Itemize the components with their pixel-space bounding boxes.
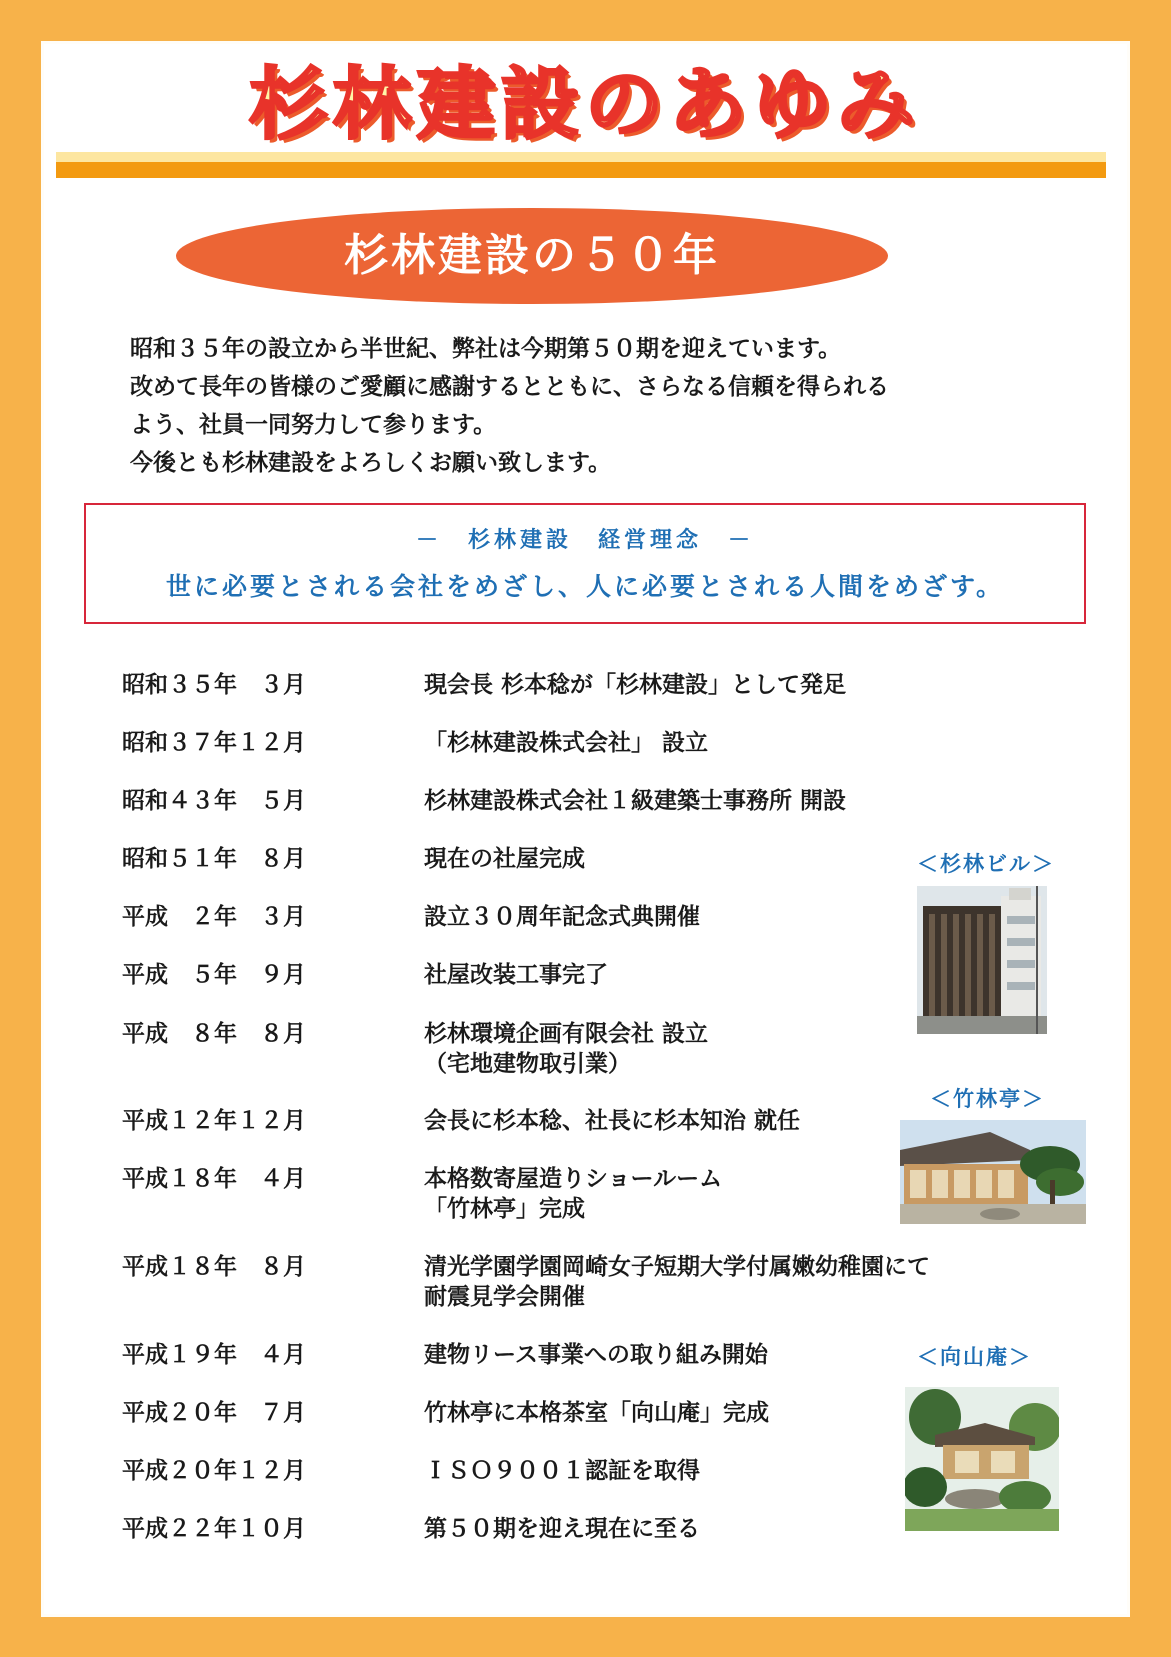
timeline-event [424,786,1044,816]
intro-line: 今後とも杉林建設をよろしくお願い致します。 [130,450,612,476]
timeline-event [424,728,1044,758]
event-line: 建物リース事業への取り組み開始 [424,1342,768,1368]
timeline-date: 平成１９年 ４月 [122,1342,306,1368]
photo-caption: ＜向山庵＞ [917,1345,1032,1369]
photo-caption: ＜竹林亭＞ [930,1087,1045,1111]
philosophy-heading: － 杉林建設 経営理念 － [415,528,754,553]
timeline-date: 平成 ５年 ９月 [122,962,306,988]
showroom-photo-icon [900,1120,1086,1224]
timeline-date: 昭和４３年 ５月 [122,788,306,814]
timeline-date: 平成２０年 ７月 [122,1400,306,1426]
event-line: 会長に杉本稔、社長に杉本知治 就任 [424,1108,801,1134]
intro-line: よう、社員一同努力して参ります。 [130,412,497,438]
event-line: 本格数寄屋造りショールーム [424,1166,723,1192]
timeline-date: 平成 ２年 ３月 [122,904,306,930]
event-line: 現在の社屋完成 [424,846,585,872]
event-line: 杉林環境企画有限会社 設立 [424,1021,709,1047]
event-line: 「竹林亭」完成 [424,1196,585,1222]
event-line: 杉林建設株式会社１級建築士事務所 開設 [424,788,847,814]
timeline-date: 昭和５１年 ８月 [122,846,306,872]
event-line: 第５０期を迎え現在に至る [424,1516,700,1542]
intro-line: 昭和３５年の設立から半世紀、弊社は今期第５０期を迎えています。 [130,336,842,362]
timeline-date: 平成１２年１２月 [122,1108,306,1134]
photo-caption: ＜杉林ビル＞ [917,852,1055,876]
event-line: ＩＳＯ９００１認証を取得 [424,1458,700,1484]
intro-paragraph [130,330,1060,482]
event-line: 社屋改装工事完了 [424,962,608,988]
event-line: 耐震見学会開催 [424,1284,585,1310]
timeline-date: 平成 ８年 ８月 [122,1021,306,1047]
timeline-date: 昭和３５年 ３月 [122,672,306,698]
timeline-date: 平成２２年１０月 [122,1516,306,1542]
title-underline [56,162,1106,178]
event-line: 清光学園学園岡崎女子短期大学付属嫩幼稚園にて [424,1254,930,1280]
event-line: 「杉林建設株式会社」 設立 [424,730,709,756]
intro-line: 改めて長年の皆様のご愛顧に感謝するとともに、さらなる信頼を得られる [130,374,889,400]
event-line: 設立３０周年記念式典開催 [424,904,700,930]
page-title: 杉林建設のあゆみ [248,60,921,150]
building-photo-icon [917,886,1047,1034]
timeline-date: 平成１８年 ４月 [122,1166,306,1192]
event-line: 現会長 杉本稔が「杉林建設」として発足 [424,672,847,698]
timeline-date: 昭和３７年１２月 [122,730,306,756]
event-line: （宅地建物取引業） [424,1051,631,1077]
tearoom-photo-icon [905,1387,1059,1531]
philosophy-text: 世に必要とされる会社をめざし、人に必要とされる人間をめざす。 [165,572,1004,601]
event-line: 竹林亭に本格茶室「向山庵」完成 [424,1400,769,1426]
timeline-date: 平成２０年１２月 [122,1458,306,1484]
timeline-event [424,1252,1044,1312]
philosophy-box [84,503,1086,624]
subtitle: 杉林建設の５０年 [344,230,720,281]
timeline-date: 平成１８年 ８月 [122,1254,306,1280]
timeline-event [424,670,1044,700]
title-underline-light [56,152,1106,162]
